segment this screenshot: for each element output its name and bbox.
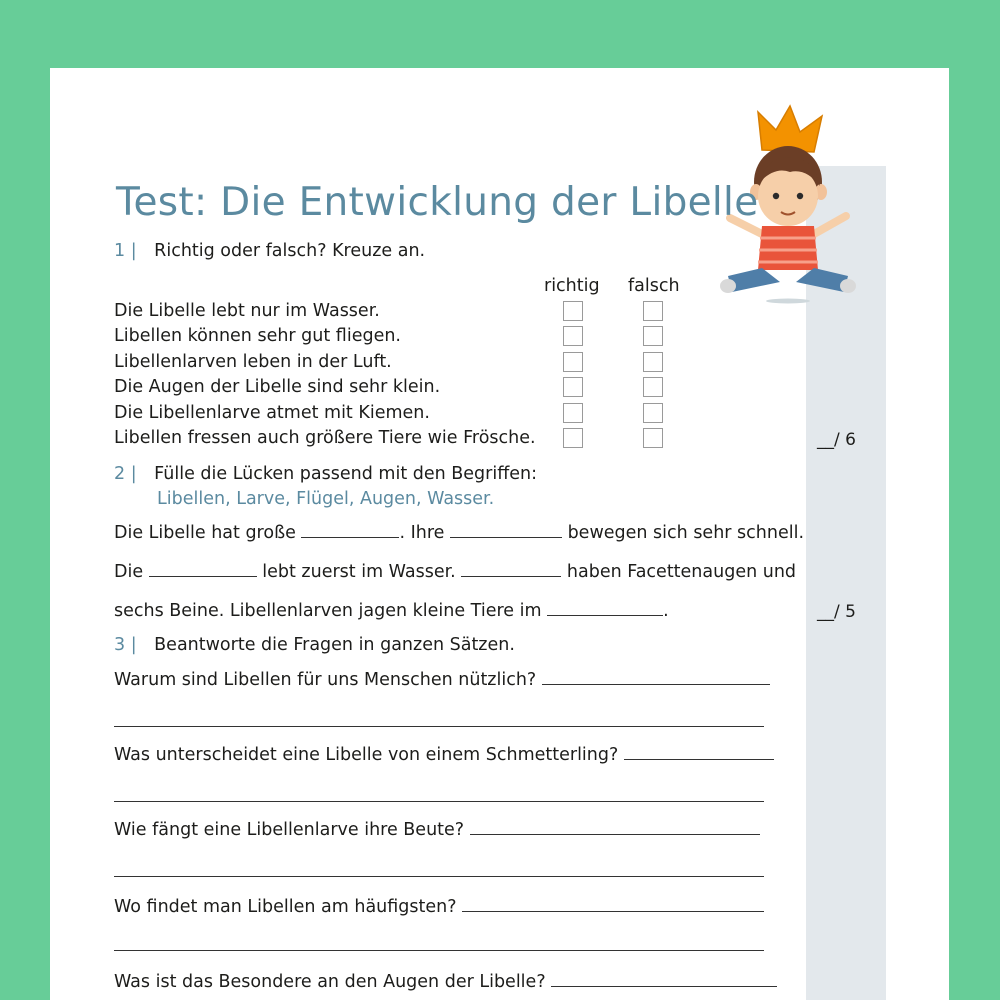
cloze-text-1c: bewegen sich sehr schnell. [567,523,805,543]
cloze-text-1a: Die Libelle hat große [114,523,296,543]
column-header-richtig: richtig [544,276,600,296]
answer-line-4b[interactable] [114,950,764,951]
checkbox-falsch-2[interactable] [643,326,663,346]
task3-number: 3 | [114,635,137,655]
cloze-blank-2[interactable] [450,523,562,538]
checkbox-richtig-2[interactable] [563,326,583,346]
cloze-text-1b: . Ihre [399,523,445,543]
checkbox-falsch-3[interactable] [643,352,663,372]
cloze-blank-5[interactable] [547,601,663,616]
question-4-text: Wo findet man Libellen am häufigsten? [114,897,457,917]
task2-score: __/ 5 [817,602,856,622]
task2-word-list: Libellen, Larve, Flügel, Augen, Wasser. [157,489,495,509]
cloze-sentence-1 [114,523,804,543]
answer-line-3b[interactable] [114,876,764,877]
cloze-blank-1[interactable] [301,523,399,538]
checkbox-falsch-6[interactable] [643,428,663,448]
answer-line-1a[interactable] [542,670,770,685]
question-3 [114,820,760,840]
task2-heading [114,464,537,484]
task3-instruction: Beantworte die Fragen in ganzen Sätzen. [154,635,515,655]
checkbox-richtig-1[interactable] [563,301,583,321]
question-2-text: Was unterscheidet eine Libelle von einem Schmetterling? [114,745,619,765]
cloze-text-2a: Die [114,562,144,582]
task1-instruction: Richtig oder falsch? Kreuze an. [154,241,426,261]
cloze-text-3b: . [663,601,669,621]
checkbox-falsch-5[interactable] [643,403,663,423]
question-1 [114,670,770,690]
cloze-blank-4[interactable] [461,562,561,577]
statement-3: Libellenlarven leben in der Luft. [114,352,392,372]
cloze-sentence-3 [114,601,669,621]
question-2 [114,745,774,765]
checkbox-richtig-3[interactable] [563,352,583,372]
task2-number: 2 | [114,464,137,484]
checkbox-richtig-5[interactable] [563,403,583,423]
question-4 [114,897,764,917]
question-3-text: Wie fängt eine Libellenlarve ihre Beute? [114,820,465,840]
cloze-text-2c: haben Facettenaugen und [566,562,797,582]
checkbox-richtig-6[interactable] [563,428,583,448]
statement-4: Die Augen der Libelle sind sehr klein. [114,377,441,397]
answer-line-2a[interactable] [624,745,774,760]
task1-number: 1 | [114,241,137,261]
answer-line-2b[interactable] [114,801,764,802]
question-1-text: Warum sind Libellen für uns Menschen nützlich? [114,670,537,690]
checkbox-falsch-1[interactable] [643,301,663,321]
statement-6: Libellen fressen auch größere Tiere wie Frösche. [114,428,536,448]
question-5-text: Was ist das Besondere an den Augen der Libelle? [114,972,546,992]
cloze-sentence-2 [114,562,796,582]
page-title: Test: Die Entwicklung der Libelle [116,180,759,225]
task2-instruction: Fülle die Lücken passend mit den Begriffen: [154,464,538,484]
cloze-text-2b: lebt zuerst im Wasser. [262,562,456,582]
column-header-falsch: falsch [628,276,680,296]
question-5 [114,972,777,992]
cloze-text-3a: sechs Beine. Libellenlarven jagen kleine Tiere im [114,601,542,621]
statement-1: Die Libelle lebt nur im Wasser. [114,301,380,321]
answer-line-5a[interactable] [551,972,777,987]
statement-2: Libellen können sehr gut fliegen. [114,326,401,346]
statement-5: Die Libellenlarve atmet mit Kiemen. [114,403,430,423]
cloze-blank-3[interactable] [149,562,257,577]
task1-score: __/ 6 [817,430,856,450]
answer-line-1b[interactable] [114,726,764,727]
worksheet [50,68,949,1000]
answer-line-4a[interactable] [462,897,764,912]
task1-heading [114,241,425,261]
task3-heading [114,635,515,655]
answer-line-3a[interactable] [470,820,760,835]
checkbox-falsch-4[interactable] [643,377,663,397]
checkbox-richtig-4[interactable] [563,377,583,397]
